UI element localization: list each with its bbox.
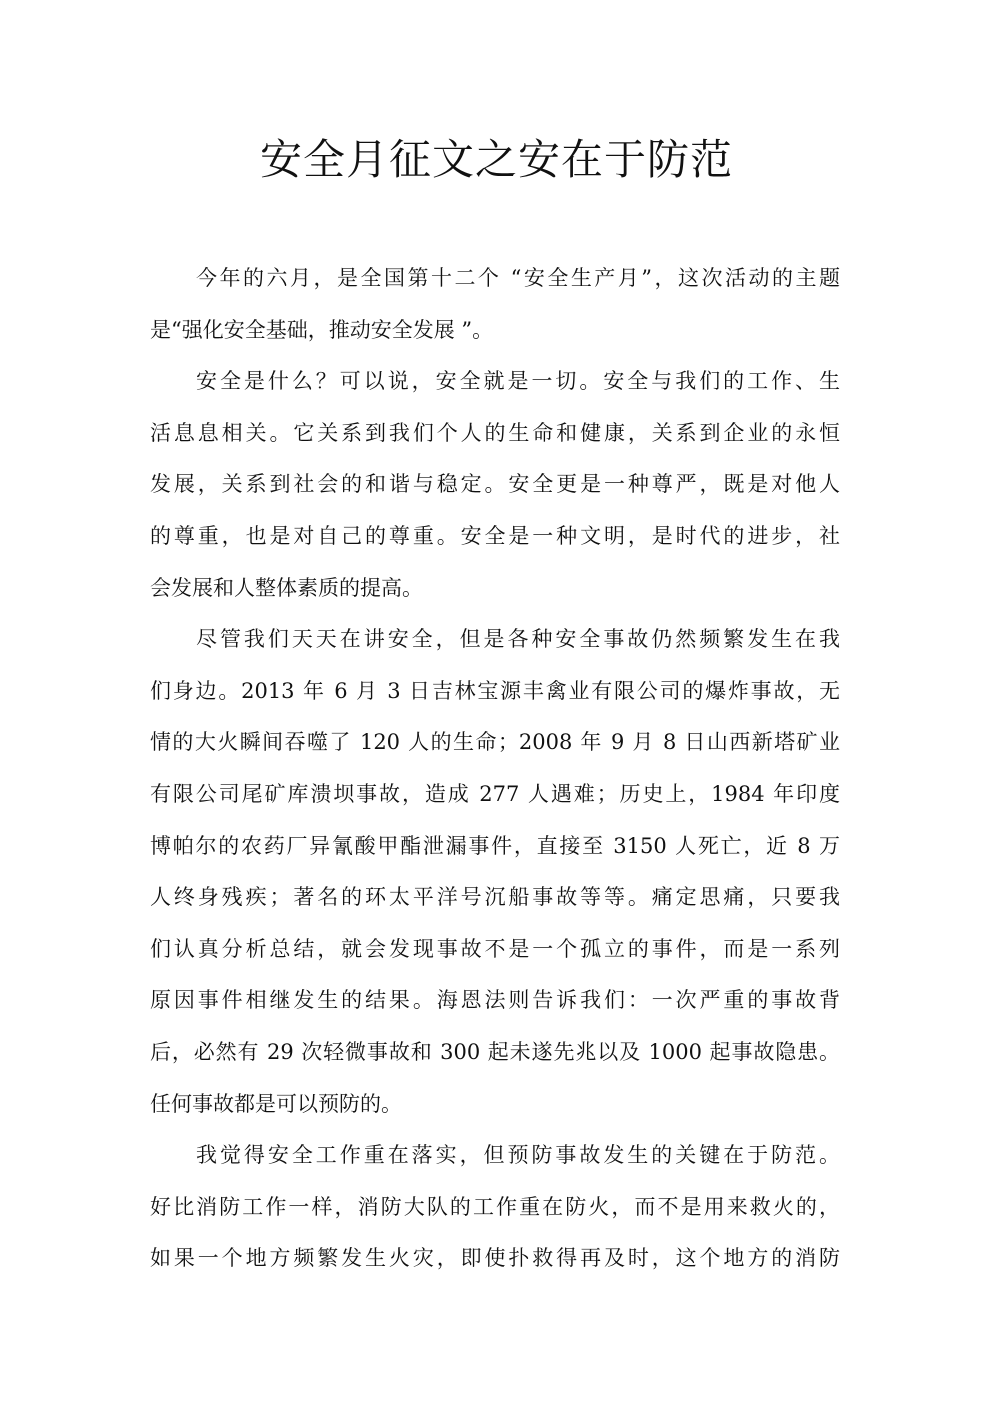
paragraph-1	[150, 259, 840, 362]
paragraph-line: 如果一个地方频繁发生火灾，即使扑救得再及时，这个地方的消防	[150, 1246, 840, 1271]
paragraph-line: 我觉得安全工作重在落实，但预防事故发生的关键在于防范。	[196, 1143, 840, 1168]
paragraph-line: 会发展和人整体素质的提高。	[150, 575, 423, 600]
paragraph-line: 们认真分析总结，就会发现事故不是一个孤立的事件，而是一系列	[150, 936, 840, 961]
paragraph-line: 后，必然有 29 次轻微事故和 300 起未遂先兆以及 1000 起事故隐患。	[150, 1039, 840, 1064]
paragraph-line: 发展，关系到社会的和谐与稳定。安全更是一种尊严，既是对他人	[150, 472, 840, 497]
paragraph-4	[150, 1136, 840, 1291]
paragraph-line: 好比消防工作一样，消防大队的工作重在防火，而不是用来救火的，	[150, 1194, 840, 1219]
paragraph-line: 是“强化安全基础，推动安全发展 ”。	[150, 317, 494, 342]
paragraph-line: 活息息相关。它关系到我们个人的生命和健康，关系到企业的永恒	[150, 420, 840, 445]
document-body	[150, 259, 840, 1291]
document-title: 安全月征文之安在于防范	[259, 135, 733, 184]
paragraph-line: 尽管我们天天在讲安全，但是各种安全事故仍然频繁发生在我	[196, 627, 840, 652]
paragraph-line: 人终身残疾；著名的环太平洋号沉船事故等等。痛定思痛，只要我	[150, 885, 840, 910]
paragraph-3	[150, 620, 840, 1136]
paragraph-line: 情的大火瞬间吞噬了 120 人的生命；2008 年 9 月 8 日山西新塔矿业	[150, 730, 840, 755]
paragraph-line: 原因事件相继发生的结果。海恩法则告诉我们：一次严重的事故背	[150, 988, 840, 1013]
paragraph-line: 今年的六月，是全国第十二个 “安全生产月”，这次活动的主题	[196, 266, 840, 290]
paragraph-2	[150, 362, 840, 620]
paragraph-line: 博帕尔的农药厂异氰酸甲酯泄漏事件，直接至 3150 人死亡，近 8 万	[150, 833, 840, 858]
paragraph-line: 们身边。2013 年 6 月 3 日吉林宝源丰禽业有限公司的爆炸事故，无	[150, 678, 840, 703]
paragraph-line: 的尊重，也是对自己的尊重。安全是一种文明，是时代的进步，社	[150, 523, 840, 548]
paragraph-line: 安全是什么？可以说，安全就是一切。安全与我们的工作、生	[196, 369, 840, 394]
paragraph-line: 任何事故都是可以预防的。	[150, 1091, 402, 1116]
paragraph-line: 有限公司尾矿库溃坝事故，造成 277 人遇难；历史上，1984 年印度	[150, 781, 840, 806]
